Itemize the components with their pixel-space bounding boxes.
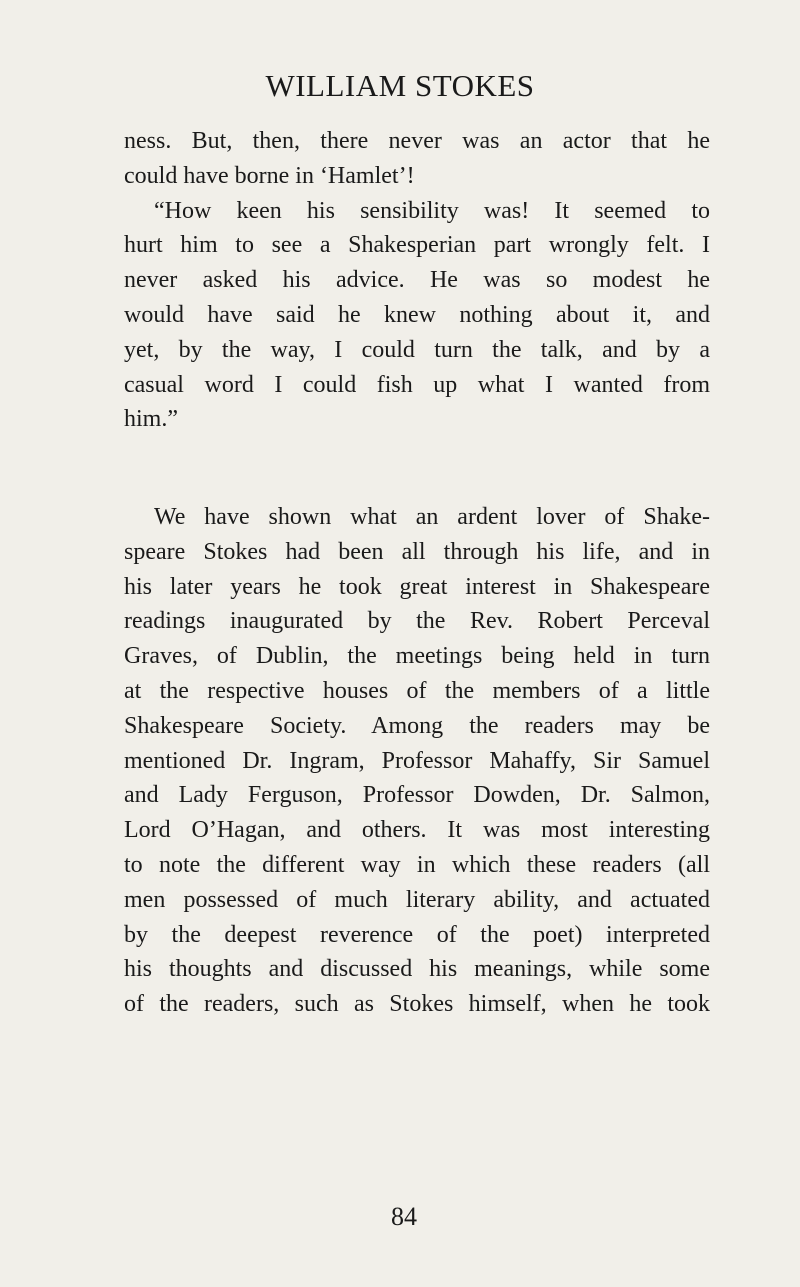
paragraph-2 bbox=[124, 500, 710, 1022]
text-line: “How keen his sensibility was! It seemed to bbox=[154, 197, 710, 224]
text-line: him.” bbox=[124, 406, 178, 433]
text-line: Lord O’Hagan, and others. It was most interesting bbox=[124, 817, 710, 844]
page-number: 84 bbox=[391, 1202, 417, 1231]
text-line: his later years he took great interest in Shakespeare bbox=[124, 573, 710, 600]
text-line: speare Stokes had been all through his life, and in bbox=[124, 538, 710, 565]
running-head: WILLIAM STOKES bbox=[265, 68, 535, 103]
text-line: We have shown what an ardent lover of Shake- bbox=[154, 504, 710, 530]
text-line: Shakespeare Society. Among the readers may be bbox=[124, 712, 710, 739]
text-line: of the readers, such as Stokes himself, when he took bbox=[124, 991, 710, 1018]
text-line: would have said he knew nothing about it, and bbox=[124, 301, 710, 328]
text-line: his thoughts and discussed his meanings, while some bbox=[124, 956, 710, 983]
text-line: ness. But, then, there never was an actor that he bbox=[124, 128, 710, 154]
text-line: to note the different way in which these readers (all bbox=[124, 851, 710, 878]
text-line: men possessed of much literary ability, and actuated bbox=[124, 886, 710, 913]
text-line: yet, by the way, I could turn the talk, and by a bbox=[124, 336, 710, 363]
text-line: by the deepest reverence of the poet) interpreted bbox=[124, 921, 710, 948]
text-line: mentioned Dr. Ingram, Professor Mahaffy, Sir Samuel bbox=[124, 747, 710, 774]
text-line: at the respective houses of the members of a little bbox=[124, 677, 710, 704]
text-line: casual word I could fish up what I wanted from bbox=[124, 371, 710, 398]
text-line: Graves, of Dublin, the meetings being held in turn bbox=[124, 643, 710, 670]
paragraph-1 bbox=[124, 124, 710, 437]
text-line: could have borne in ‘Hamlet’! bbox=[124, 162, 415, 189]
text-line: hurt him to see a Shakesperian part wrongly felt. I bbox=[124, 232, 710, 259]
text-line: readings inaugurated by the Rev. Robert Perceval bbox=[124, 608, 710, 635]
text-line: never asked his advice. He was so modest he bbox=[124, 267, 710, 294]
text-line: and Lady Ferguson, Professor Dowden, Dr. Salmon, bbox=[124, 782, 710, 809]
